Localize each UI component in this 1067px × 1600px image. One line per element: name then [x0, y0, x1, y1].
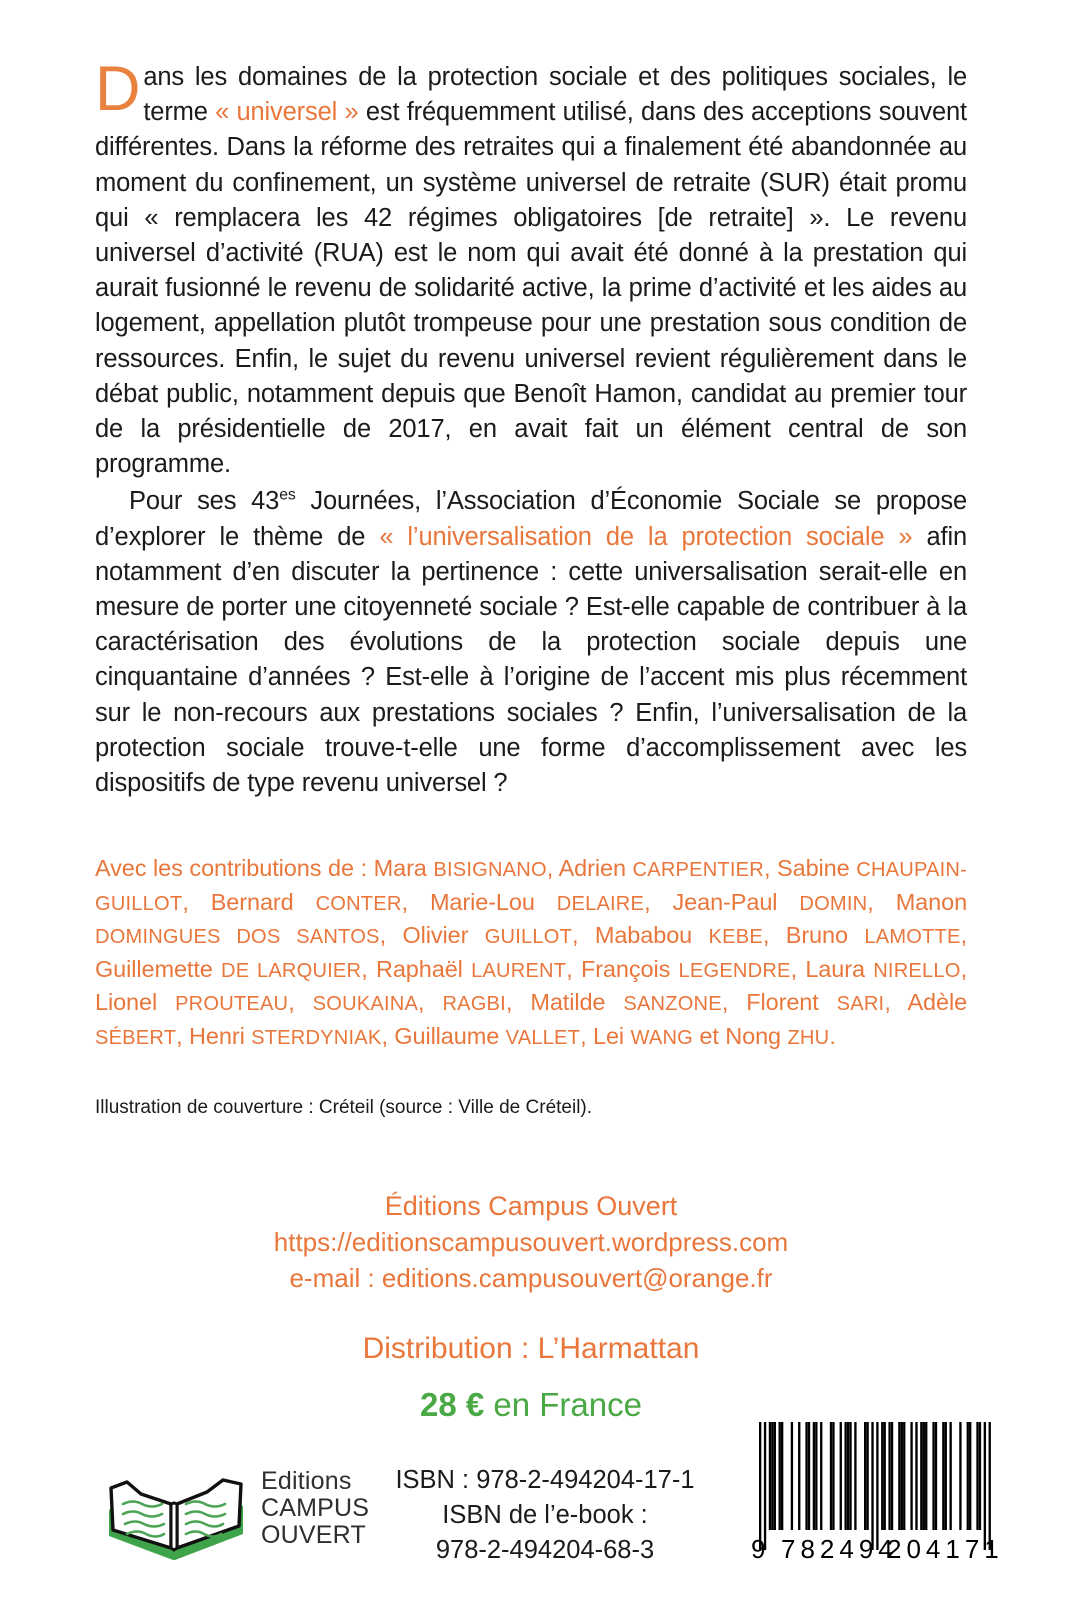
svg-text:782494: 782494	[781, 1534, 898, 1564]
contributor-separator: ,	[960, 922, 968, 949]
contributor-separator: ,	[401, 888, 430, 915]
contributor-first-name: Jean-Paul	[672, 888, 800, 915]
isbn-print: ISBN : 978-2-494204-17-1	[395, 1466, 695, 1494]
contributor-first-name: François	[580, 955, 679, 982]
publisher-block	[95, 1188, 967, 1296]
contributor-separator: .	[829, 1022, 836, 1049]
contributor-separator: ,	[546, 855, 559, 882]
highlight-universel: « universel »	[215, 98, 359, 127]
blurb-paragraph-1	[95, 54, 967, 482]
publisher-website-link[interactable]: https://editionscampusouvert.wordpress.com	[273, 1227, 789, 1258]
contributor-first-name: Matilde	[530, 989, 624, 1016]
contributor-first-name: Guillemette	[95, 955, 222, 982]
svg-text:204171: 204171	[887, 1534, 1004, 1564]
contributor-surname: PROUTEAU	[175, 993, 289, 1016]
contributors-list	[95, 853, 967, 1054]
contributor-separator: ,	[763, 855, 778, 882]
contributor-surname: CONTER	[315, 892, 402, 915]
publisher-name: Éditions Campus Ouvert	[384, 1191, 678, 1222]
publisher-logo-text	[261, 1468, 369, 1549]
contributor-surname: KEBE	[708, 926, 763, 949]
contributor-surname: GUILLOT	[484, 926, 573, 949]
blurb-p2-part-c: afin notamment d’en discuter la pertinence : cette universalisation serait-elle en mesure de porter une citoyenneté sociale ? Est-elle capable de contribuer à la caractérisation des évolutions de la protection sociale depuis une cinquantaine d’années ? Est-elle à l’origine de l’accent mis plus récemment sur le non-recours aux prestations sociales ? Enfin, l’universalisation de la protection sociale trouve-t-elle une forme d’accomplissement avec les dispositifs de type revenu universel ?	[95, 522, 967, 798]
contributor-separator: ,	[361, 955, 376, 982]
cover-illustration-credit: Illustration de couverture : Créteil (source : Ville de Créteil).	[95, 1097, 593, 1119]
contributor-surname: LEGENDRE	[678, 959, 791, 982]
isbn-block	[385, 1463, 705, 1568]
publisher-email-link[interactable]: e-mail : editions.campusouvert@orange.fr	[289, 1263, 773, 1294]
contributor-separator: et	[692, 1022, 726, 1049]
contributor-separator: ,	[960, 955, 967, 982]
contributor-first-name: Guillaume	[394, 1022, 506, 1049]
contributor-first-name: Adèle	[907, 989, 968, 1016]
ean13-barcode	[737, 1406, 1005, 1576]
drop-cap: D	[95, 54, 141, 124]
svg-text:9: 9	[751, 1534, 766, 1564]
contributor-separator: ,	[176, 1022, 190, 1049]
contributor-surname: ZHU	[787, 1026, 830, 1049]
footer-row	[95, 1396, 1005, 1586]
contributor-surname: WANG	[630, 1026, 693, 1049]
contributor-surname: SÉBERT	[95, 1026, 177, 1049]
contributor-surname: CHAUPAIN-GUILLOT	[95, 859, 968, 915]
isbn-ebook-label: ISBN de l’e-book :	[442, 1501, 648, 1529]
price-region: en France	[484, 1386, 642, 1424]
contributor-separator: ,	[867, 888, 896, 915]
contributor-first-name: Laura	[805, 955, 874, 982]
contributor-surname: VALLET	[505, 1026, 581, 1049]
contributor-first-name: Bernard	[210, 888, 316, 915]
barcode-graphic	[737, 1406, 1005, 1576]
contributor-first-name: Sabine	[777, 855, 857, 882]
contributor-names	[95, 855, 967, 1049]
contributor-first-name: Olivier	[402, 922, 485, 949]
contributor-surname: CARPENTIER	[632, 859, 764, 882]
contributor-first-name: Lionel	[95, 989, 176, 1016]
isbn-ebook-number: 978-2-494204-68-3	[435, 1536, 655, 1564]
highlight-theme: « l’universalisation de la protection sociale »	[379, 522, 913, 551]
contributor-first-name: Lei	[592, 1022, 631, 1049]
logo-line-3: OUVERT	[261, 1520, 366, 1549]
ordinal-suffix: es	[279, 486, 296, 504]
contributor-separator: ,	[288, 989, 313, 1016]
contributor-separator: ,	[381, 1022, 395, 1049]
contributor-separator: ,	[884, 989, 908, 1016]
contributor-separator: ,	[418, 989, 443, 1016]
contributor-first-name: Adrien	[558, 855, 633, 882]
blurb-p2-part-b: Journées, l’Association d’Économie Sociale se propose d’explorer le thème de	[95, 487, 967, 551]
contributor-surname: DOMIN	[799, 892, 868, 915]
contributor-separator: ,	[790, 955, 806, 982]
contributor-surname: LAURENT	[471, 959, 567, 982]
contributor-surname: NIRELLO	[873, 959, 961, 982]
contributor-separator: ,	[644, 888, 673, 915]
contributor-surname: STERDYNIAK	[251, 1026, 382, 1049]
contributor-first-name: Florent	[746, 989, 837, 1016]
publisher-logo	[101, 1438, 376, 1578]
contributor-first-name: Raphaël	[375, 955, 472, 982]
contributor-separator: ,	[182, 888, 211, 915]
contributor-surname: DOMINGUES DOS SANTOS	[95, 926, 380, 949]
contributor-first-name: Mababou	[594, 922, 709, 949]
contributor-separator: ,	[572, 922, 595, 949]
blurb-p2-part-a: Pour ses 43	[129, 487, 280, 516]
contributors-lead-in: Avec les contributions de :	[95, 855, 374, 882]
blurb-paragraph-2	[95, 484, 967, 801]
contributor-separator: ,	[762, 922, 786, 949]
logo-line-1: Editions	[261, 1466, 352, 1495]
contributor-surname: SOUKAINA	[312, 993, 419, 1016]
contributor-separator: ,	[580, 1022, 593, 1049]
contributor-surname: BISIGNANO	[433, 859, 547, 882]
contributor-separator: ,	[721, 989, 747, 1016]
contributor-surname: SANZONE	[623, 993, 722, 1016]
contributor-first-name: Manon	[895, 888, 968, 915]
blurb-p1-part-a: ans les domaines de la protection sociale et des politiques sociales, le terme	[143, 63, 967, 127]
contributor-surname: SARI	[836, 993, 885, 1016]
contributor-surname: DE LARQUIER	[221, 959, 362, 982]
blurb-text	[95, 54, 967, 801]
contributor-surname: RAGBI	[442, 993, 506, 1016]
contributor-surname: LAMOTTE	[864, 926, 961, 949]
logo-line-2: CAMPUS	[261, 1493, 370, 1522]
contributor-first-name: Mara	[373, 855, 434, 882]
contributor-separator: ,	[566, 955, 581, 982]
contributor-first-name: Bruno	[785, 922, 865, 949]
contributor-separator: ,	[379, 922, 403, 949]
contributor-first-name: Henri	[189, 1022, 252, 1049]
contributor-first-name: Marie-Lou	[429, 888, 557, 915]
contributor-surname: DELAIRE	[556, 892, 645, 915]
blurb-p1-part-b: est fréquemment utilisé, dans des acceptions souvent différentes. Dans la réforme des retraites qui a finalement été abandonnée au moment du confinement, un système universel de retraite (SUR) était promu qui « remplacera les 42 régimes obligatoires [de retraite] ». Le revenu universel d’activité (RUA) est le nom qui avait été donné à la prestation qui aurait fusionné le revenu de solidarité active, la prime d’activité et les aides au logement, appellation plutôt trompeuse pour une prestation sous condition de ressources. Enfin, le sujet du revenu universel revient régulièrement dans le débat public, notamment depuis que Benoît Hamon, candidat au premier tour de la présidentielle de 2017, en avait fait un élément central de son programme.	[95, 98, 967, 479]
distribution-line: Distribution : L’Harmattan	[362, 1332, 700, 1366]
price-amount: 28 €	[420, 1386, 485, 1424]
contributor-first-name: Nong	[725, 1022, 788, 1049]
contributor-separator: ,	[505, 989, 531, 1016]
open-book-icon	[101, 1448, 251, 1568]
